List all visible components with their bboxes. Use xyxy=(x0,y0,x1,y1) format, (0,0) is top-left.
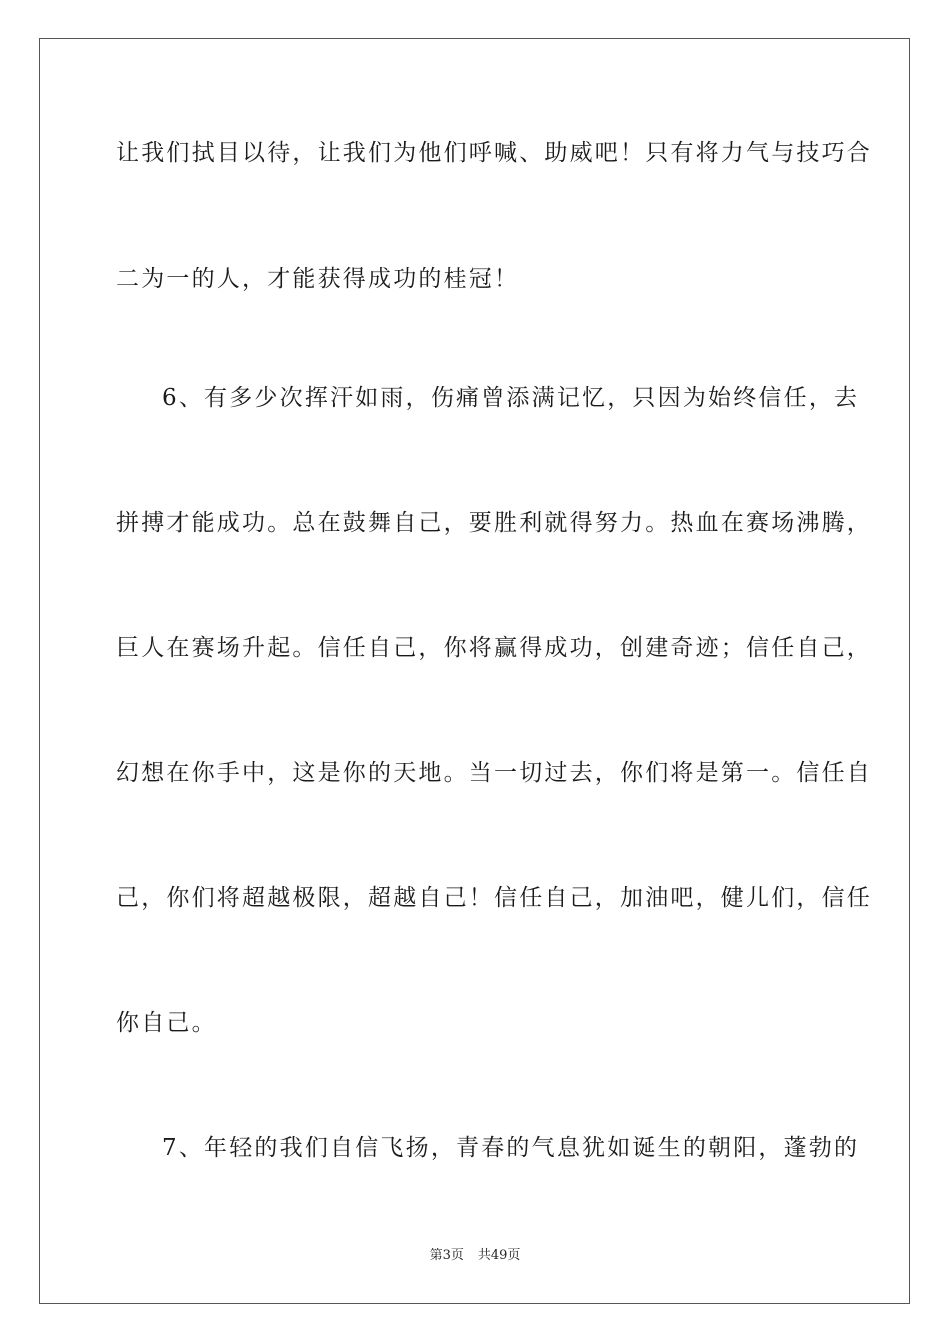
paragraph-line-2: 二为一的人，才能获得成功的桂冠！ xyxy=(116,266,520,292)
paragraph-6-line-6: 你自己。 xyxy=(116,1010,217,1036)
paragraph-6-line-2: 拼搏才能成功。总在鼓舞自己，要胜利就得努力。热血在赛场沸腾， xyxy=(116,510,872,536)
page-number: 第3页 xyxy=(429,1248,464,1263)
paragraph-6-line-1: 6、有多少次挥汗如雨，伤痛曾添满记忆，只因为始终信任，去 xyxy=(162,385,860,411)
page-total: 共49页 xyxy=(477,1248,521,1263)
page-footer xyxy=(0,1247,950,1265)
paragraph-6-line-4: 幻想在你手中，这是你的天地。当一切过去，你们将是第一。信任自 xyxy=(116,760,872,786)
page-border xyxy=(39,38,910,1304)
paragraph-6-line-5: 己，你们将超越极限，超越自己！信任自己，加油吧，健儿们，信任 xyxy=(116,885,872,911)
paragraph-line-1: 让我们拭目以待，让我们为他们呼喊、助威吧！只有将力气与技巧合 xyxy=(116,140,872,166)
paragraph-7-line-1: 7、年轻的我们自信飞扬，青春的气息犹如诞生的朝阳，蓬勃的 xyxy=(162,1135,860,1161)
paragraph-6-line-3: 巨人在赛场升起。信任自己，你将赢得成功，创建奇迹；信任自己， xyxy=(116,635,872,661)
